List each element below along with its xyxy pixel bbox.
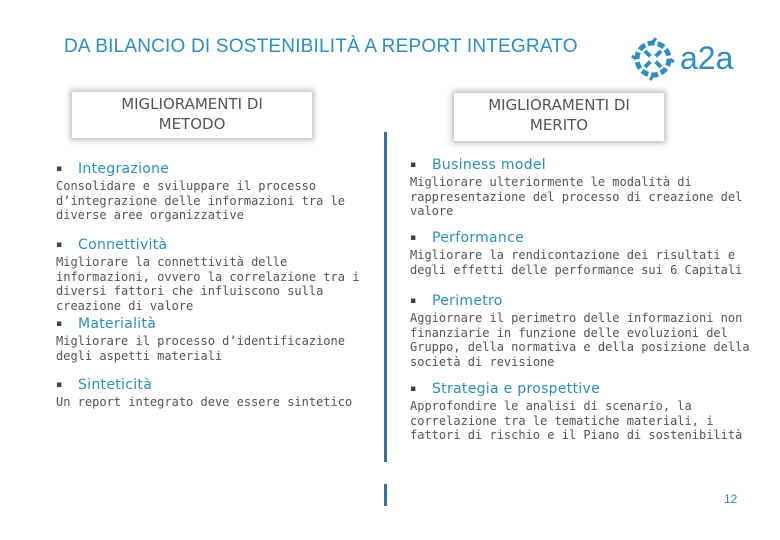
item-description: Un report integrato deve essere sintetico [56, 395, 353, 409]
method-item-connettivita [56, 237, 376, 313]
item-description: Migliorare il processo d’identificazione degli aspetti materiali [56, 334, 345, 363]
column-divider-bottom [384, 484, 387, 506]
bullet-icon: ▪ [56, 240, 63, 250]
method-header-line2: METODO [158, 115, 226, 133]
item-description: Approfondire le analisi di scenario, la correlazione tra le tematiche materiali, i fattori di rischio e il Piano di sostenibilità [410, 399, 743, 442]
merit-item-business-model [410, 157, 750, 219]
item-description: Consolidare e sviluppare il processo d’integrazione delle informazioni tra le diverse aree organizzative [56, 179, 345, 222]
bullet-icon: ▪ [56, 319, 63, 329]
logo-wordmark: a2a [680, 40, 734, 76]
item-description: Migliorare la connettività delle informazioni, ovvero la correlazione tra i diversi fattori che influiscono sulla creazione di valore [56, 255, 360, 313]
method-header-line1: MIGLIORAMENTI DI [121, 95, 263, 113]
column-divider-top [384, 132, 387, 462]
bullet-icon: ▪ [56, 164, 63, 174]
a2a-logo [630, 36, 742, 84]
item-description: Migliorare la rendicontazione dei risultati e degli effetti delle performance sui 6 Capitali [410, 248, 743, 277]
item-heading: Performance [432, 230, 525, 246]
bullet-icon: ▪ [56, 380, 63, 390]
item-heading: Sinteticità [78, 377, 153, 393]
merit-item-performance [410, 230, 750, 277]
item-heading: Business model [432, 157, 546, 173]
bullet-icon: ▪ [410, 384, 417, 394]
merit-header-line2: MERITO [529, 116, 589, 134]
bullet-icon: ▪ [410, 160, 417, 170]
page-number: 12 [724, 492, 738, 506]
item-heading: Perimetro [432, 293, 503, 309]
item-heading: Strategia e prospettive [432, 381, 601, 397]
item-heading: Connettività [78, 237, 168, 253]
merit-item-strategia [410, 381, 750, 443]
method-header-box [72, 92, 312, 138]
slide-title: DA BILANCIO DI SOSTENIBILITÀ A REPORT INTEGRATO [64, 36, 578, 57]
a2a-logo-icon [630, 36, 676, 82]
merit-item-perimetro [410, 293, 750, 369]
bullet-icon: ▪ [410, 296, 417, 306]
bullet-icon: ▪ [410, 233, 417, 243]
method-item-materialita [56, 316, 376, 363]
method-item-integrazione [56, 161, 376, 223]
item-description: Migliorare ulteriormente le modalità di rappresentazione del processo di creazione del valore [410, 175, 743, 218]
item-heading: Integrazione [78, 161, 170, 177]
method-item-sinteticita [56, 377, 376, 410]
merit-header-line1: MIGLIORAMENTI DI [488, 96, 630, 114]
merit-header-box [454, 93, 664, 141]
item-heading: Materialità [78, 316, 157, 332]
item-description: Aggiornare il perimetro delle informazioni non finanziarie in funzione delle evoluzioni del Gruppo, della normativa e della posizione della società di revisione [410, 311, 750, 369]
